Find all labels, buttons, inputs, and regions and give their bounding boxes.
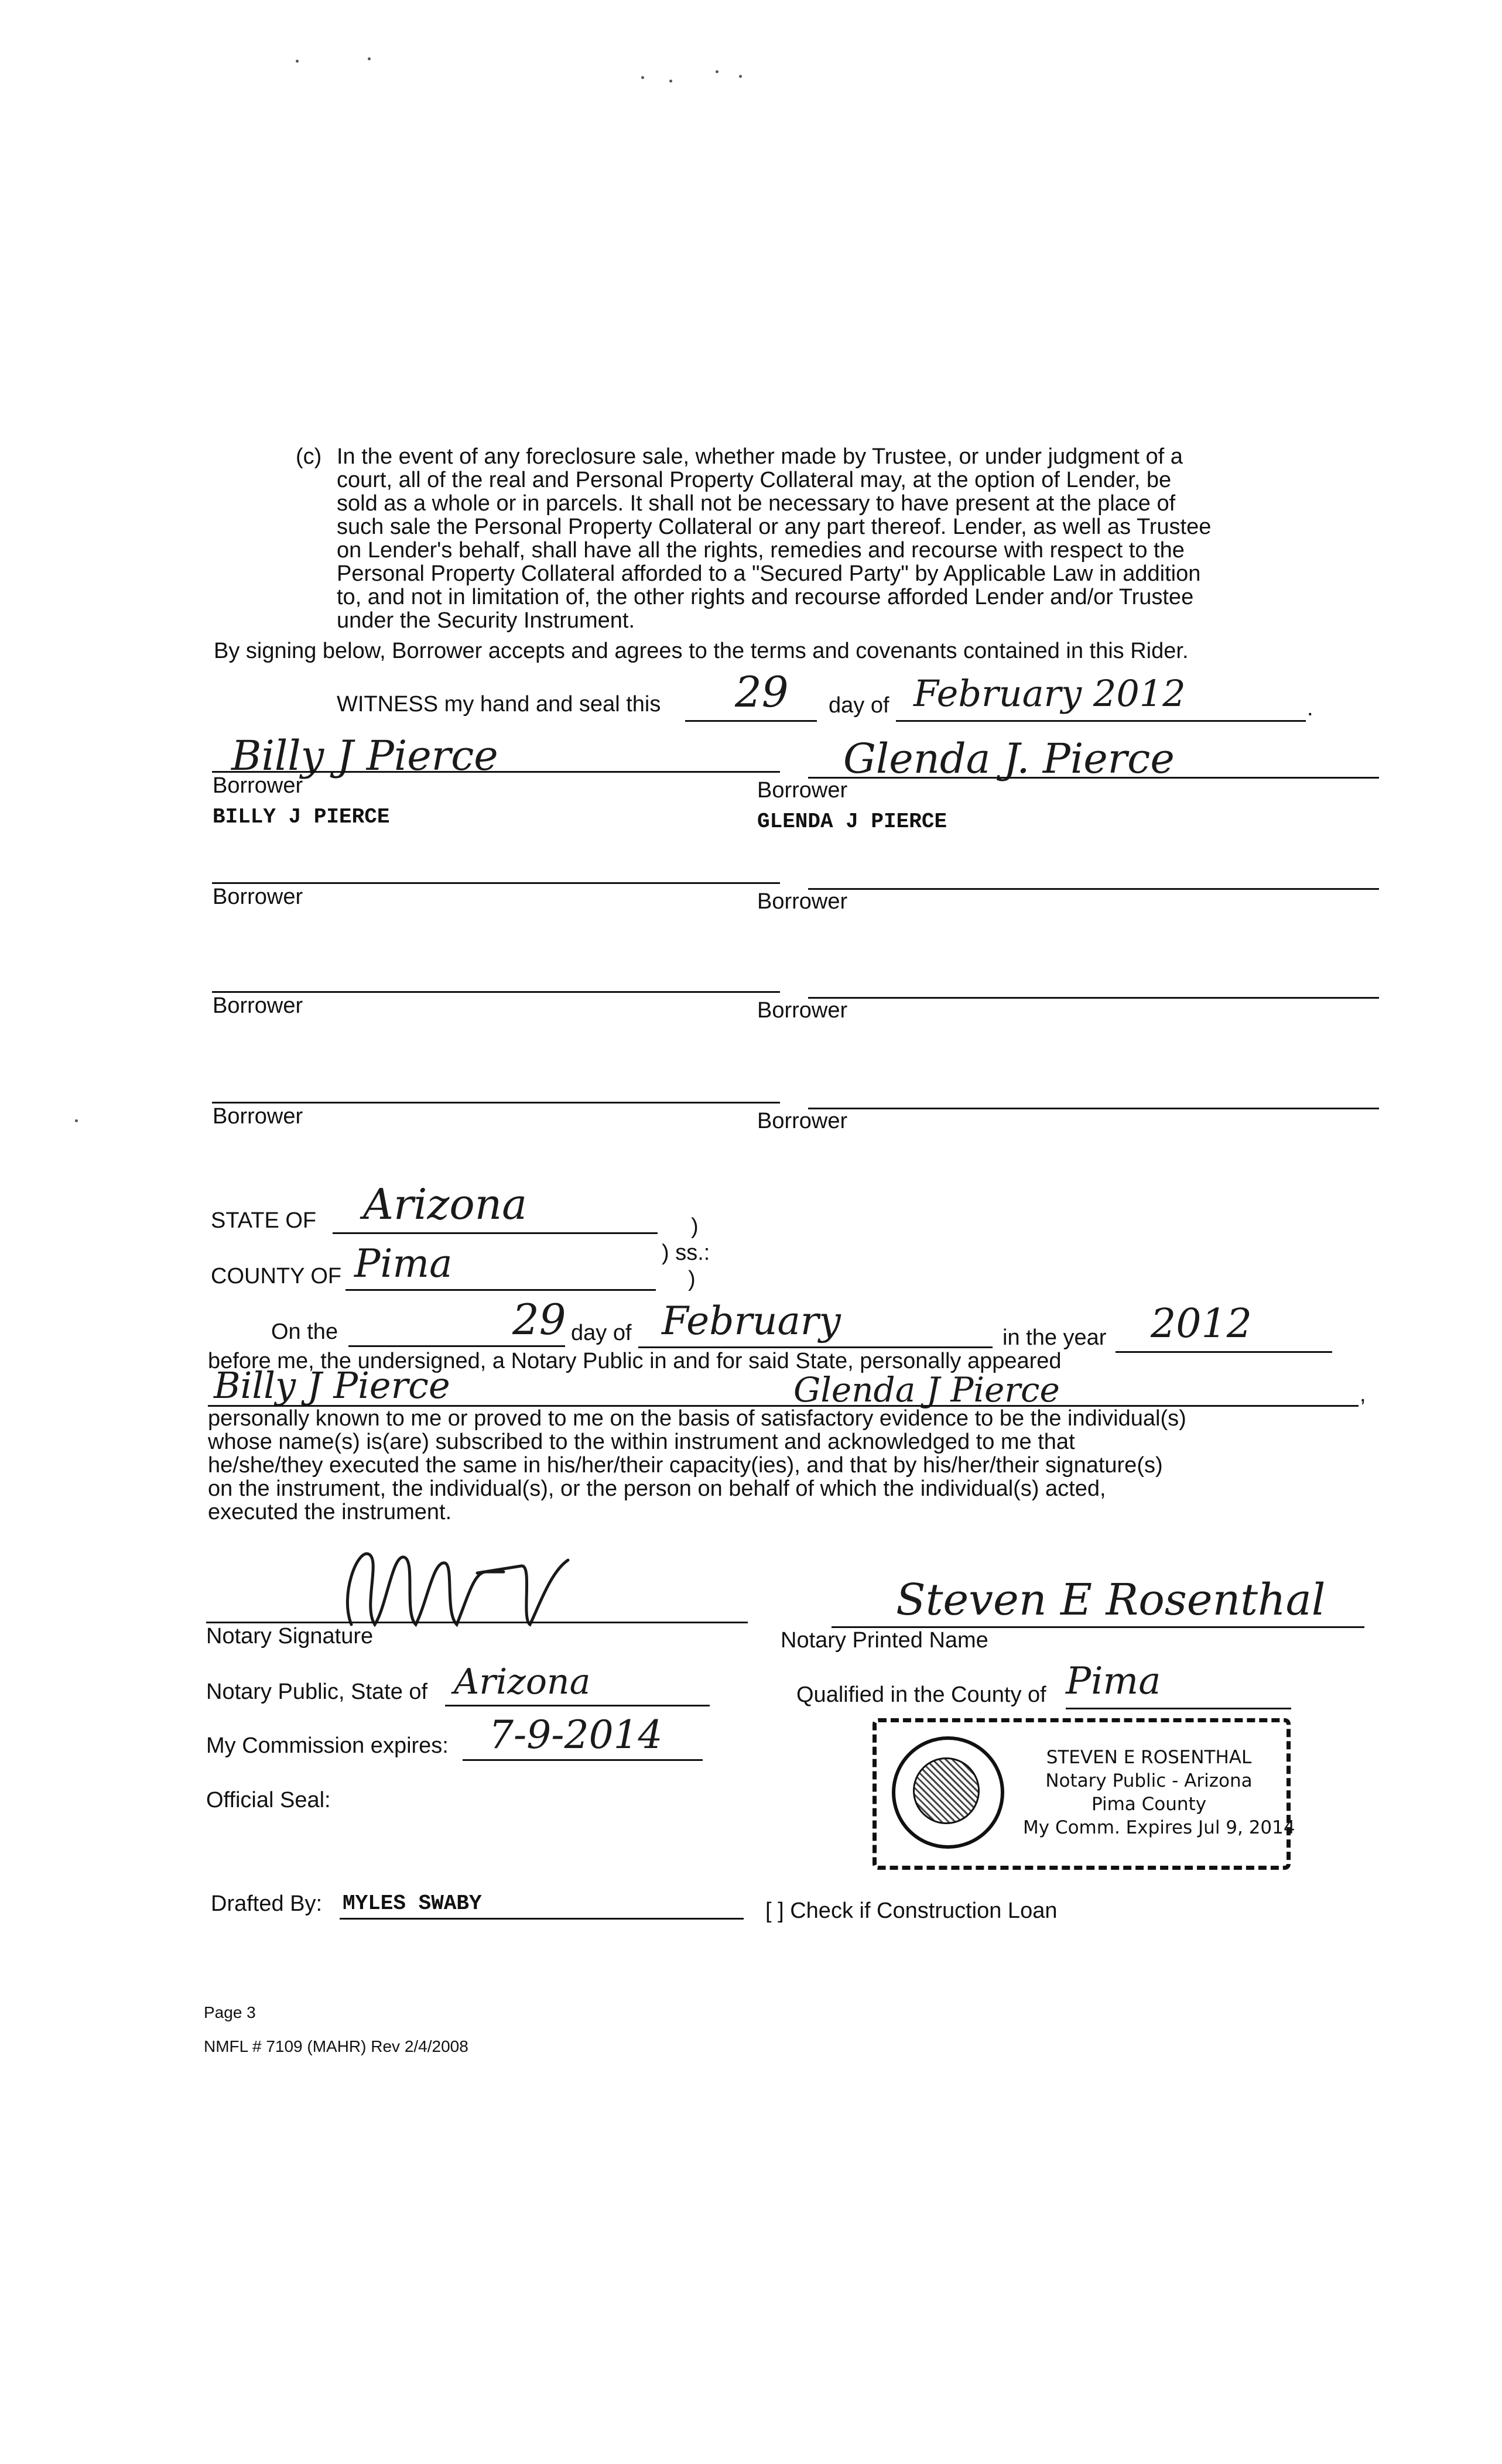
scan-speck — [716, 70, 719, 73]
scan-speck — [368, 57, 371, 60]
scan-speck — [296, 60, 299, 63]
notary-printed-name-label: Notary Printed Name — [781, 1628, 988, 1653]
notary-signature-line — [206, 1622, 748, 1623]
borrower-label: Borrower — [213, 885, 303, 909]
state-line — [333, 1232, 658, 1234]
venue-ss: ) ss.: — [662, 1240, 710, 1265]
county-label: COUNTY OF — [211, 1264, 342, 1288]
witness-period: . — [1307, 696, 1313, 721]
notary-stamp — [873, 1718, 1295, 1870]
borrower-line-right-4 — [808, 1108, 1379, 1109]
ack-month-handwritten: February — [662, 1298, 841, 1344]
ack-month-line — [638, 1346, 993, 1348]
clause-line: under the Security Instrument. — [337, 608, 635, 633]
clause-text — [337, 445, 1356, 632]
clause-line: to, and not in limitation of, the other rights and recourse afforded Lender and/or Trustee — [337, 585, 1194, 609]
witness-prefix: WITNESS my hand and seal this — [337, 692, 661, 717]
borrower-name-billy: BILLY J PIERCE — [213, 805, 390, 829]
agreement-text: By signing below, Borrower accepts and agrees to the terms and covenants contained in this Rider. — [214, 639, 1189, 663]
state-handwritten: Arizona — [363, 1180, 528, 1229]
official-seal-label: Official Seal: — [206, 1788, 331, 1812]
borrower-label: Borrower — [213, 773, 303, 798]
borrower-line-right-3 — [808, 997, 1379, 999]
ack-line: on the instrument, the individual(s), or the person on behalf of which the individual(s) acted, — [208, 1476, 1106, 1501]
borrower-line-left-1 — [212, 771, 780, 773]
notary-county-line — [1066, 1708, 1291, 1709]
borrower-line-right-2 — [808, 888, 1379, 890]
clause-label: (c) — [296, 444, 322, 469]
borrower-label: Borrower — [213, 1104, 303, 1129]
ack-line: executed the instrument. — [208, 1500, 452, 1524]
clause-line: court, all of the real and Personal Property Collateral may, at the option of Lender, be — [337, 468, 1172, 492]
stamp-name: STEVEN E ROSENTHAL — [1046, 1747, 1252, 1768]
form-number: NMFL # 7109 (MAHR) Rev 2/4/2008 — [204, 2037, 468, 2055]
notary-state-label: Notary Public, State of — [206, 1680, 428, 1704]
borrower-line-right-1 — [808, 777, 1379, 779]
notary-state-line — [445, 1705, 710, 1706]
venue-paren: ) — [691, 1214, 699, 1239]
ack-year-line — [1116, 1351, 1332, 1353]
state-label: STATE OF — [211, 1208, 317, 1233]
ack-line: whose name(s) is(are) subscribed to the within instrument and acknowledged to me that — [208, 1430, 1075, 1454]
commission-handwritten: 7-9-2014 — [489, 1712, 663, 1757]
county-line — [345, 1289, 656, 1291]
drafted-by-value: MYLES SWABY — [343, 1891, 482, 1915]
ack-on-the: On the — [271, 1320, 338, 1344]
commission-label: My Commission expires: — [206, 1733, 449, 1758]
ack-before-me: before me, the undersigned, a Notary Public in and for said State, personally appeared — [208, 1349, 1062, 1373]
county-handwritten: Pima — [354, 1241, 453, 1286]
stamp-expires: My Comm. Expires Jul 9, 2014 — [1023, 1817, 1295, 1838]
borrower-label: Borrower — [757, 1109, 848, 1133]
borrower-label: Borrower — [213, 993, 303, 1018]
borrower-label: Borrower — [757, 778, 848, 803]
witness-day-handwritten: 29 — [735, 667, 789, 717]
scan-speck — [75, 1119, 78, 1122]
borrower-label: Borrower — [757, 889, 848, 914]
drafted-by-line — [340, 1918, 744, 1920]
commission-line — [463, 1759, 703, 1761]
ack-year-handwritten: 2012 — [1151, 1301, 1253, 1347]
witness-month-handwritten: February 2012 — [913, 672, 1186, 715]
scan-speck — [669, 80, 672, 83]
scan-speck — [739, 75, 742, 78]
ack-person-glenda: Glenda J Pierce — [793, 1370, 1060, 1410]
clause-line: In the event of any foreclosure sale, whether made by Trustee, or under judgment of a — [337, 444, 1183, 469]
notary-state-handwritten: Arizona — [454, 1661, 591, 1702]
ack-day-line — [348, 1345, 565, 1347]
ack-day-handwritten: 29 — [512, 1295, 566, 1344]
borrower-signature-glenda: Glenda J. Pierce — [843, 735, 1175, 783]
witness-day-of: day of — [829, 693, 889, 718]
notary-county-handwritten: Pima — [1066, 1660, 1161, 1703]
clause-line: sold as a whole or in parcels. It shall not be necessary to have present at the place of — [337, 491, 1176, 516]
drafted-by-label: Drafted By: — [211, 1891, 323, 1916]
borrower-signature-billy: Billy J Pierce — [231, 732, 498, 780]
borrower-line-left-3 — [212, 991, 780, 993]
ack-in-the-year: in the year — [1003, 1325, 1107, 1350]
borrower-line-left-2 — [212, 882, 780, 884]
stamp-county: Pima County — [1091, 1794, 1207, 1815]
page-number: Page 3 — [204, 2003, 256, 2021]
ack-day-of: day of — [571, 1321, 632, 1345]
scan-speck — [641, 76, 644, 79]
venue-paren: ) — [688, 1267, 696, 1291]
borrower-label: Borrower — [757, 998, 848, 1023]
construction-loan-checkbox[interactable]: [ ] Check if Construction Loan — [765, 1898, 1058, 1923]
clause-line: Personal Property Collateral afforded to a "Secured Party" by Applicable Law in addition — [337, 561, 1201, 586]
ack-line: personally known to me or proved to me on the basis of satisfactory evidence to be the individual(s) — [208, 1406, 1186, 1431]
ack-comma: , — [1360, 1382, 1366, 1407]
witness-month-line — [896, 720, 1306, 722]
ack-body — [208, 1407, 1356, 1524]
ack-person-billy: Billy J Pierce — [214, 1364, 450, 1407]
clause-line: on Lender's behalf, shall have all the rights, remedies and recourse with respect to the — [337, 538, 1185, 563]
clause-line: such sale the Personal Property Collateral or any part thereof. Lender, as well as Trustee — [337, 515, 1212, 539]
notary-printed-name-handwritten: Steven E Rosenthal — [896, 1575, 1326, 1625]
borrower-line-left-4 — [212, 1102, 780, 1104]
notary-signature-label: Notary Signature — [206, 1624, 374, 1649]
borrower-name-glenda: GLENDA J PIERCE — [757, 810, 947, 834]
ack-line: he/she/they executed the same in his/her/their capacity(ies), and that by his/her/their signature(s) — [208, 1453, 1163, 1478]
seal-emblem-icon — [913, 1757, 980, 1824]
state-seal-icon — [892, 1736, 1004, 1849]
notary-county-label: Qualified in the County of — [796, 1682, 1046, 1707]
witness-day-line — [685, 720, 817, 722]
stamp-title: Notary Public - Arizona — [1045, 1770, 1253, 1791]
